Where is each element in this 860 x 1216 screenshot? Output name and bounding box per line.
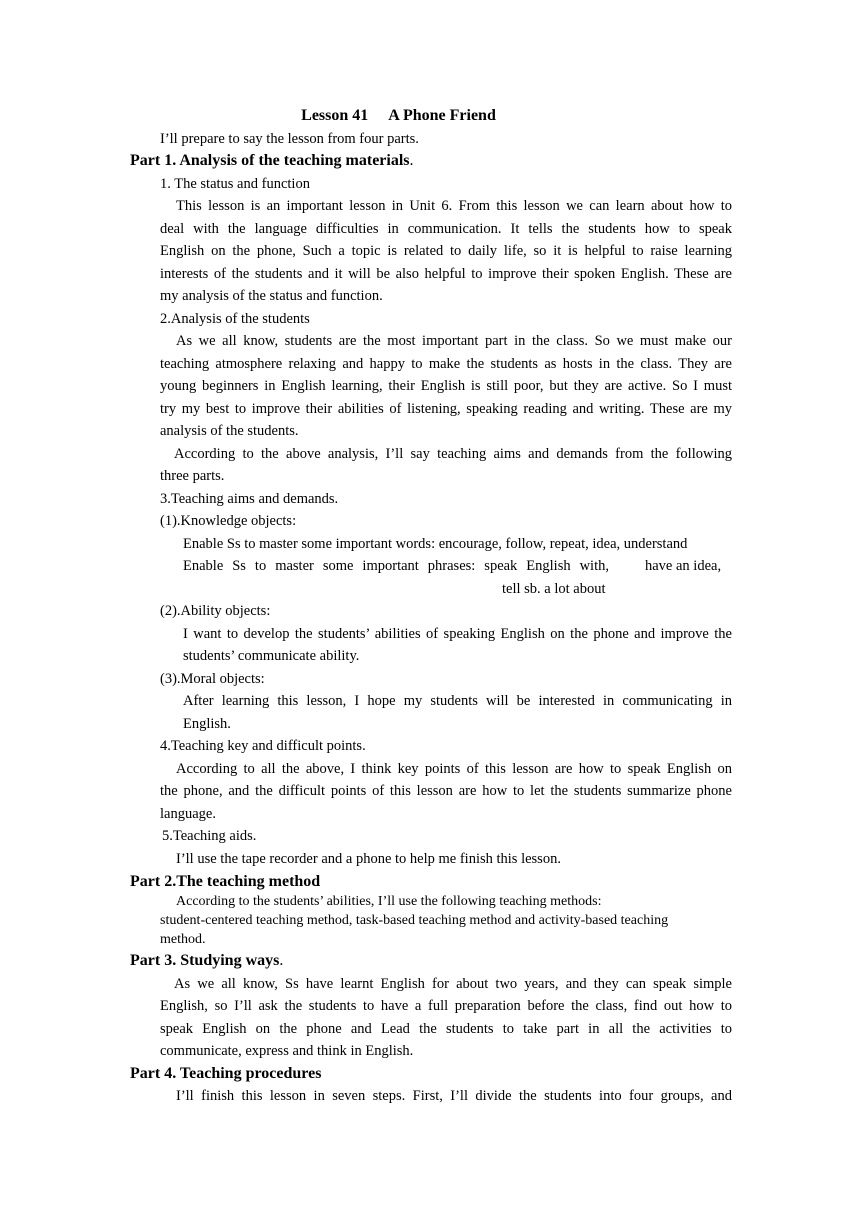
knowledge-phrases-line: have an idea, — [645, 558, 722, 574]
knowledge-words-line: Enable Ss to master some important words: encourage, follow, repeat, idea, understand — [183, 536, 688, 552]
section-2-title: 2.Analysis of the students — [160, 311, 310, 327]
knowledge-phrases-line: Enable Ss to master some important phrases: speak English with, — [183, 558, 609, 574]
paragraph-line: This lesson is an important lesson in Unit 6. From this lesson we can learn about how to — [176, 198, 732, 214]
paragraph-line: English on the phone, Such a topic is related to daily life, so it is helpful to raise learning — [160, 243, 732, 259]
paragraph-line: According to the above analysis, I’ll say teaching aims and demands from the following — [174, 446, 732, 462]
paragraph-line: I’ll use the tape recorder and a phone to help me finish this lesson. — [176, 851, 561, 867]
moral-objects-title: (3).Moral objects: — [160, 671, 265, 687]
knowledge-objects-title: (1).Knowledge objects: — [160, 513, 297, 529]
paragraph-line: students’ communicate ability. — [183, 648, 360, 664]
lesson-number: Lesson 41 — [301, 107, 369, 124]
part1-heading: Part 1. Analysis of the teaching materials. — [130, 152, 414, 169]
section-1-title: 1. The status and function — [160, 176, 310, 192]
paragraph-line: English. — [183, 716, 231, 732]
section-3-title: 3.Teaching aims and demands. — [160, 491, 339, 507]
paragraph-line: method. — [160, 932, 206, 947]
part4-heading: Part 4. Teaching procedures — [130, 1065, 322, 1082]
paragraph-line: student-centered teaching method, task-based teaching method and activity-based teaching — [160, 913, 669, 928]
paragraph-line: three parts. — [160, 468, 225, 484]
paragraph-line: deal with the language difficulties in communication. It tells the students how to speak — [160, 221, 732, 237]
paragraph-line: my analysis of the status and function. — [160, 288, 383, 304]
paragraph-line: young beginners in English learning, their English is still poor, but they are active. So I must — [160, 378, 732, 394]
paragraph-line: interests of the students and it will be also helpful to improve their spoken English. These are — [160, 266, 732, 282]
section-4-title: 4.Teaching key and difficult points. — [160, 738, 366, 754]
paragraph-line: language. — [160, 806, 216, 822]
section-5-title: 5.Teaching aids. — [162, 828, 257, 844]
paragraph-line: As we all know, Ss have learnt English for about two years, and they can speak simple — [174, 976, 732, 992]
paragraph-line: English, so I’ll ask the students to have a full preparation before the class, find out how to — [160, 998, 732, 1014]
knowledge-phrases-line: tell sb. a lot about — [502, 581, 606, 597]
paragraph-line: analysis of the students. — [160, 423, 299, 439]
paragraph-line: I’ll finish this lesson in seven steps. First, I’ll divide the students into four groups, and — [176, 1088, 732, 1104]
paragraph-line: According to all the above, I think key points of this lesson are how to speak English on — [176, 761, 732, 777]
paragraph-line: As we all know, students are the most important part in the class. So we must make our — [176, 333, 732, 349]
paragraph-line: communicate, express and think in English. — [160, 1043, 414, 1059]
lesson-title — [0, 104, 797, 128]
lesson-name: A Phone Friend — [388, 107, 496, 124]
paragraph-line: After learning this lesson, I hope my students will be interested in communicating in — [183, 693, 732, 709]
part3-heading: Part 3. Studying ways. — [130, 952, 284, 969]
paragraph-line: According to the students’ abilities, I’ll use the following teaching methods: — [176, 894, 602, 909]
paragraph-line: I want to develop the students’ abilities of speaking English on the phone and improve the — [183, 626, 732, 642]
paragraph-line: the phone, and the difficult points of this lesson are how to let the students summarize phone — [160, 783, 732, 799]
paragraph-line: try my best to improve their abilities of listening, speaking reading and writing. These are my — [160, 401, 732, 417]
ability-objects-title: (2).Ability objects: — [160, 603, 271, 619]
part2-heading: Part 2.The teaching method — [130, 873, 321, 890]
intro-line: I’ll prepare to say the lesson from four parts. — [160, 131, 419, 147]
paragraph-line: teaching atmosphere relaxing and happy to make the students as hosts in the class. They are — [160, 356, 732, 372]
paragraph-line: speak English on the phone and Lead the students to take part in all the activities to — [160, 1021, 732, 1037]
